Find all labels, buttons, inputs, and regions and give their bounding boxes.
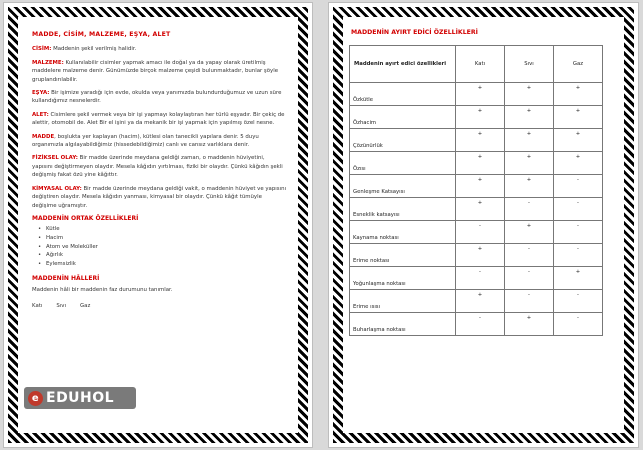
mark-gas: + xyxy=(554,83,603,106)
left-content xyxy=(18,17,298,311)
table-row xyxy=(350,106,603,129)
list-item: • Eylemsizlik xyxy=(38,260,286,269)
table-row xyxy=(350,83,603,106)
mark-liquid: + xyxy=(505,152,554,175)
table-row xyxy=(350,198,603,221)
table-row xyxy=(350,290,603,313)
feature-name: Esneklik katsayısı xyxy=(350,198,456,221)
mark-solid: + xyxy=(456,106,505,129)
mark-solid: + xyxy=(456,129,505,152)
feature-name: Çözünürlük xyxy=(350,129,456,152)
definition-cisim: CİSİM: Maddenin şekil verilmiş halidir. xyxy=(32,46,137,53)
feature-name: Kaynama noktası xyxy=(350,221,456,244)
mark-liquid: + xyxy=(505,313,554,336)
feature-name: Özkütle xyxy=(350,83,456,106)
mark-liquid: - xyxy=(505,267,554,290)
mark-gas: + xyxy=(554,129,603,152)
phases-row xyxy=(32,302,286,310)
list-item: • Hacim xyxy=(38,234,286,243)
definition-esya: EŞYA: Bir işimize yaradığı için evde, okulda veya yanımızda bulundurduğumuz ve uzun süre kullandığımız nesnelerdir. xyxy=(32,90,282,105)
table-row xyxy=(350,175,603,198)
phase-gas: Gaz xyxy=(79,303,91,310)
mark-gas: - xyxy=(554,175,603,198)
feature-name: Yoğunlaşma noktası xyxy=(350,267,456,290)
definition-malzeme: MALZEME: Kullanılabilir cisimler yapmak amacı ile doğal ya da yapay olarak üretilmiş maddelere malzeme denir. Günümüzde birçok malzeme çeşidi bulunmaktadır, bunlar şöyle gruplandırılabilir. xyxy=(32,59,279,83)
header-gas: Gaz xyxy=(554,46,603,83)
mark-gas: - xyxy=(554,313,603,336)
list-item: • Atom ve Moleküller xyxy=(38,243,286,252)
mark-solid: - xyxy=(456,313,505,336)
mark-gas: - xyxy=(554,244,603,267)
phase-liquid: Sıvı xyxy=(56,303,66,310)
mark-gas: + xyxy=(554,106,603,129)
definition-alet: ALET: Cisimlere şekil vermek veya bir işi yapmayı kolaylaştıran her türlü eşyadır. Bir çekiç de alettir, otomobil de. Alet Bir el işini ya da mekanik bir işi yapmak için yapılmış özel nesne. xyxy=(32,111,285,127)
phase-solid: Katı xyxy=(32,303,43,310)
mark-liquid: - xyxy=(505,290,554,313)
feature-name: Erime noktası xyxy=(350,244,456,267)
mark-gas: + xyxy=(554,152,603,175)
mark-solid: + xyxy=(456,83,505,106)
feature-name: Genleşme Katsayısı xyxy=(350,175,456,198)
table-header-row xyxy=(350,46,603,83)
mark-solid: + xyxy=(456,290,505,313)
definition-madde: MADDE, boşlukta yer kaplayan (hacim), kütlesi olan tanecikli yapılara denir. 5 duyu organımızla algılayabildiğimiz (hissedebildiğimiz) canlı ve cansız varlıklara denir. xyxy=(32,133,259,149)
right-content xyxy=(343,17,624,336)
mark-solid: - xyxy=(456,267,505,290)
feature-name: Özısı xyxy=(350,152,456,175)
logo-mark-icon: e xyxy=(28,391,43,406)
table-row xyxy=(350,313,603,336)
mark-liquid: + xyxy=(505,83,554,106)
table-row xyxy=(350,221,603,244)
mark-gas: + xyxy=(554,267,603,290)
common-properties-list xyxy=(32,225,286,268)
mark-liquid: + xyxy=(505,221,554,244)
mark-solid: + xyxy=(456,198,505,221)
definition-fiziksel-olay: FİZİKSEL OLAY: Bir madde üzerinde meydana geldiği zaman, o maddenin hüviyetini, yapısını değiştirmeyen olaydır. Mesela kâğıdın yırtılması, fiziki bir olaydır. Çünkü kâğıdın şekli değişmiş fakat özü yine kâğıttır. xyxy=(32,155,283,179)
mark-gas: - xyxy=(554,290,603,313)
mark-liquid: + xyxy=(505,175,554,198)
list-item: • Ağırlık xyxy=(38,251,286,260)
mark-solid: + xyxy=(456,175,505,198)
table-row xyxy=(350,152,603,175)
mark-liquid: - xyxy=(505,244,554,267)
table-row xyxy=(350,244,603,267)
mark-liquid: - xyxy=(505,198,554,221)
table-row xyxy=(350,267,603,290)
left-page xyxy=(3,2,313,448)
mark-solid: + xyxy=(456,244,505,267)
mark-liquid: + xyxy=(505,129,554,152)
feature-name: Erime ısısı xyxy=(350,290,456,313)
table-row xyxy=(350,129,603,152)
states-title: MADDENİN HÂLLERİ xyxy=(32,275,100,283)
header-liquid: Sıvı xyxy=(505,46,554,83)
list-item: • Kütle xyxy=(38,225,286,234)
mark-gas: - xyxy=(554,198,603,221)
feature-name: Buharlaşma noktası xyxy=(350,313,456,336)
mark-solid: - xyxy=(456,221,505,244)
right-page xyxy=(328,2,639,448)
header-solid: Katı xyxy=(456,46,505,83)
states-text: Maddenin hâli bir maddenin faz durumunu tanımlar. xyxy=(32,286,173,293)
mark-gas: - xyxy=(554,221,603,244)
mark-liquid: + xyxy=(505,106,554,129)
features-title: MADDENİN AYIRT EDİCİ ÖZELLİKLERİ xyxy=(351,29,478,36)
header-feature: Maddenin ayırt edici özellikleri xyxy=(350,46,456,83)
definition-kimyasal-olay: KİMYASAL OLAY: Bir madde üzerinde meydana geldiği vakit, o maddenin hüviyet ve yapısını değiştiren olaydır. Mesela kâğıdın yanması, kimyasal bir olaydır. Çünkü kâğıt tümüyle değişime uğramıştır. xyxy=(32,185,287,209)
features-table xyxy=(349,45,603,336)
common-properties-title: MADDENİN ORTAK ÖZELLİKLERİ xyxy=(32,214,139,222)
feature-name: Özhacim xyxy=(350,106,456,129)
mark-solid: + xyxy=(456,152,505,175)
page-title: MADDE, CİSİM, MALZEME, EŞYA, ALET xyxy=(32,31,171,38)
eduhol-logo: e EDUHOL xyxy=(24,387,136,409)
